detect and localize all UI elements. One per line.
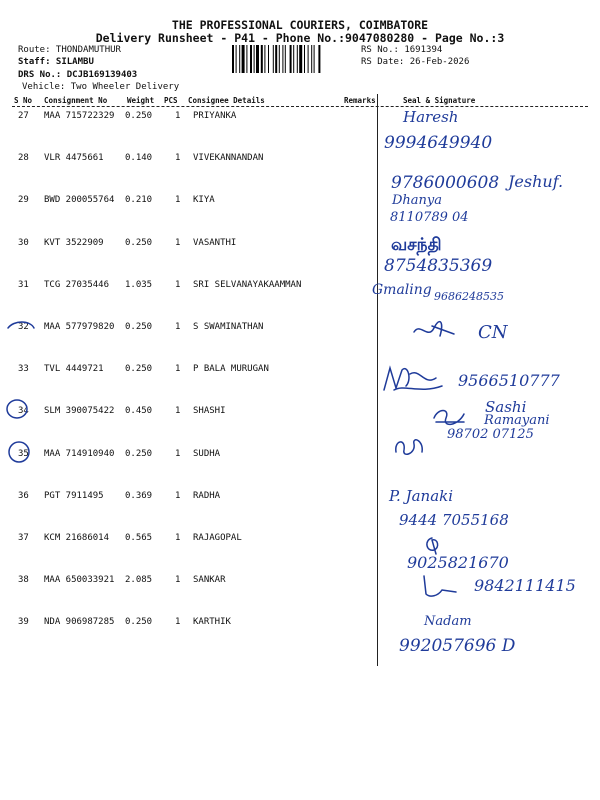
cell-sno: 29: [18, 195, 29, 206]
header-divider: [12, 106, 588, 107]
cell-pcs: 1: [175, 237, 181, 248]
barcode-bar: [314, 45, 315, 73]
handwritten-name: Ramayani: [484, 413, 550, 428]
handwritten-name: Gmaling: [372, 282, 432, 298]
barcode-bar: [279, 45, 280, 73]
cell-consignment: MAA 577979820: [44, 322, 115, 332]
cell-consignee: SRI SELVANAYAKAAMMAN: [193, 279, 302, 290]
cell-pcs: 1: [175, 490, 181, 501]
cell-sno: 36: [18, 490, 29, 501]
cell-consignment: SLM 390075422: [44, 406, 115, 417]
cell-sno: 32: [18, 322, 29, 332]
cell-pcs: 1: [175, 533, 181, 543]
table-row: [0, 322, 600, 364]
handwritten-phone: 9025821670: [407, 553, 509, 572]
circle-pen-mark: [4, 398, 30, 420]
route-label: Route: THONDAMUTHUR: [18, 45, 121, 55]
table-row: [0, 449, 600, 491]
handwritten-signature: Jeshuf.: [508, 172, 564, 191]
cell-consignment: MAA 715722329: [44, 111, 115, 121]
col-weight: Weight: [127, 96, 155, 105]
barcode-bar: [254, 45, 255, 73]
runsheet-subtitle: Delivery Runsheet - P41 - Phone No.:9047080280 - Page No.:3: [95, 31, 505, 45]
cell-weight: 0.250: [125, 111, 153, 121]
table-row: [0, 280, 600, 322]
cell-consignee: KIYA: [193, 195, 215, 206]
barcode-bar: [256, 45, 259, 73]
barcode-bar: [273, 45, 274, 73]
circle-pen-mark: [6, 440, 32, 464]
scribble-signature: [430, 404, 470, 428]
handwritten-phone: 9994649940: [384, 133, 493, 153]
handwritten-phone: 9786000608: [391, 173, 500, 193]
table-row: [0, 238, 600, 280]
barcode-bar: [275, 45, 277, 73]
handwritten-name: Nadam: [424, 614, 472, 629]
cell-sno: 38: [18, 575, 29, 586]
barcode-bar: [239, 45, 240, 73]
cell-sno: 28: [18, 153, 29, 164]
staff-label: Staff: SILAMBU: [18, 57, 94, 67]
scribble-signature: [410, 316, 470, 344]
cell-weight: 0.140: [125, 153, 153, 164]
handwritten-name: Sashi: [485, 398, 527, 416]
cell-consignee: SANKAR: [193, 575, 226, 586]
barcode-bar: [290, 45, 292, 73]
circle-pen-mark: [4, 318, 38, 336]
col-pcs: PCS: [164, 96, 178, 105]
barcode-bar: [304, 45, 305, 73]
cell-consignee: RAJAGOPAL: [193, 533, 242, 543]
cell-pcs: 1: [175, 364, 181, 375]
cell-consignee: KARTHIK: [193, 617, 231, 628]
handwritten-phone: 992057696 D: [399, 636, 516, 656]
cell-sno: 33: [18, 364, 29, 375]
cell-consignee: VASANTHI: [193, 237, 237, 248]
handwritten-phone: 9444 7055168: [399, 511, 509, 529]
barcode-bar: [308, 45, 309, 73]
scribble-signature: [380, 360, 450, 400]
cell-consignment: MAA 714910940: [44, 448, 115, 459]
handwritten-name: Dhanya: [392, 193, 443, 208]
barcode-bar: [285, 45, 286, 73]
cell-consignee: SHASHI: [193, 406, 226, 417]
cell-consignment: TVL 4449721: [44, 364, 104, 375]
barcode-bar: [264, 45, 265, 73]
handwritten-name: Haresh: [403, 108, 459, 126]
barcode-bar: [236, 45, 237, 73]
handwritten-phone: 98702 07125: [447, 427, 534, 442]
col-seal: Seal & Signature: [403, 96, 476, 105]
handwritten-phone: 9566510777: [458, 371, 560, 390]
barcode-bar: [242, 45, 245, 73]
cell-pcs: 1: [175, 195, 181, 206]
cell-consignment: VLR 4475661: [44, 153, 104, 164]
barcode-bar: [318, 45, 320, 73]
col-remarks: Remarks: [344, 96, 376, 105]
cell-consignee: P BALA MURUGAN: [193, 364, 269, 375]
cell-pcs: 1: [175, 279, 181, 290]
table-row: [0, 491, 600, 533]
rs-number: RS No.: 1691394: [361, 45, 443, 55]
cell-consignment: NDA 906987285: [44, 617, 115, 628]
barcode-bar: [299, 45, 302, 73]
scribble-signature: [420, 572, 460, 600]
cell-weight: 2.085: [125, 575, 153, 586]
table-row: [0, 533, 600, 575]
barcode-bar: [293, 45, 294, 73]
barcode-bar: [268, 45, 269, 73]
barcode-bar: [250, 45, 252, 73]
handwritten-name: வசந்தி: [391, 235, 442, 255]
rs-date: RS Date: 26-Feb-2026: [361, 57, 470, 67]
cell-consignment: KCM 21686014: [44, 533, 110, 543]
handwritten-name: P. Janaki: [389, 487, 454, 505]
cell-sno: 39: [18, 617, 29, 628]
cell-weight: 0.450: [125, 406, 153, 417]
cell-pcs: 1: [175, 575, 181, 586]
cell-pcs: 1: [175, 153, 181, 164]
cell-pcs: 1: [175, 406, 181, 417]
cell-weight: 0.250: [125, 237, 153, 248]
barcode-bar: [261, 45, 263, 73]
cell-consignee: PRIYANKA: [193, 111, 237, 121]
barcode-bar: [282, 45, 283, 73]
handwritten-phone: 8110789 04: [390, 210, 469, 225]
cell-consignment: PGT 7911495: [44, 490, 104, 501]
cell-weight: 0.250: [125, 322, 153, 332]
handwritten-initials: CN: [478, 322, 508, 343]
barcode-bar: [297, 45, 298, 73]
cell-sno: 37: [18, 533, 29, 543]
cell-weight: 0.369: [125, 490, 153, 501]
table-row: [0, 111, 600, 153]
cell-sno: 27: [18, 111, 29, 121]
handwritten-phone: 9842111415: [474, 576, 576, 595]
cell-consignment: KVT 3522909: [44, 237, 104, 248]
cell-pcs: 1: [175, 111, 181, 121]
cell-consignee: RADHA: [193, 490, 221, 501]
cell-weight: 0.565: [125, 533, 153, 543]
cell-sno: 31: [18, 279, 29, 290]
scribble-signature: [390, 432, 430, 460]
cell-pcs: 1: [175, 448, 181, 459]
cell-consignment: MAA 650033921: [44, 575, 115, 586]
barcode-bar: [232, 45, 234, 73]
handwritten-phone: 9686248535: [434, 290, 504, 303]
cell-sno: 30: [18, 237, 29, 248]
company-title: THE PROFESSIONAL COURIERS, COIMBATORE: [171, 18, 429, 32]
col-consignment: Consignment No: [44, 96, 108, 105]
barcode-bar: [246, 45, 247, 73]
cell-consignee: SUDHA: [193, 448, 221, 459]
cell-weight: 0.250: [125, 617, 153, 628]
vehicle-label: Vehicle: Two Wheeler Delivery: [22, 82, 180, 92]
cell-consignment: BWD 200055764: [44, 195, 115, 206]
barcode-bar: [311, 45, 312, 73]
cell-consignee: S SWAMINATHAN: [193, 322, 264, 332]
cell-sno: 34: [18, 406, 29, 417]
cell-pcs: 1: [175, 617, 181, 628]
cell-weight: 0.250: [125, 448, 153, 459]
handwritten-phone: 8754835369: [384, 256, 493, 276]
cell-weight: 0.250: [125, 364, 153, 375]
cell-sno: 35: [18, 448, 29, 459]
col-sno: S No: [14, 96, 33, 105]
cell-weight: 0.210: [125, 195, 153, 206]
barcode: [232, 45, 356, 73]
cell-consignee: VIVEKANNANDAN: [193, 153, 264, 164]
table-row: [0, 195, 600, 237]
cell-weight: 1.035: [125, 279, 153, 290]
cell-consignment: TCG 27035446: [44, 279, 110, 290]
col-consignee: Consignee Details: [188, 96, 265, 105]
drs-number: DRS No.: DCJB169139403: [18, 70, 138, 80]
cell-pcs: 1: [175, 322, 181, 332]
